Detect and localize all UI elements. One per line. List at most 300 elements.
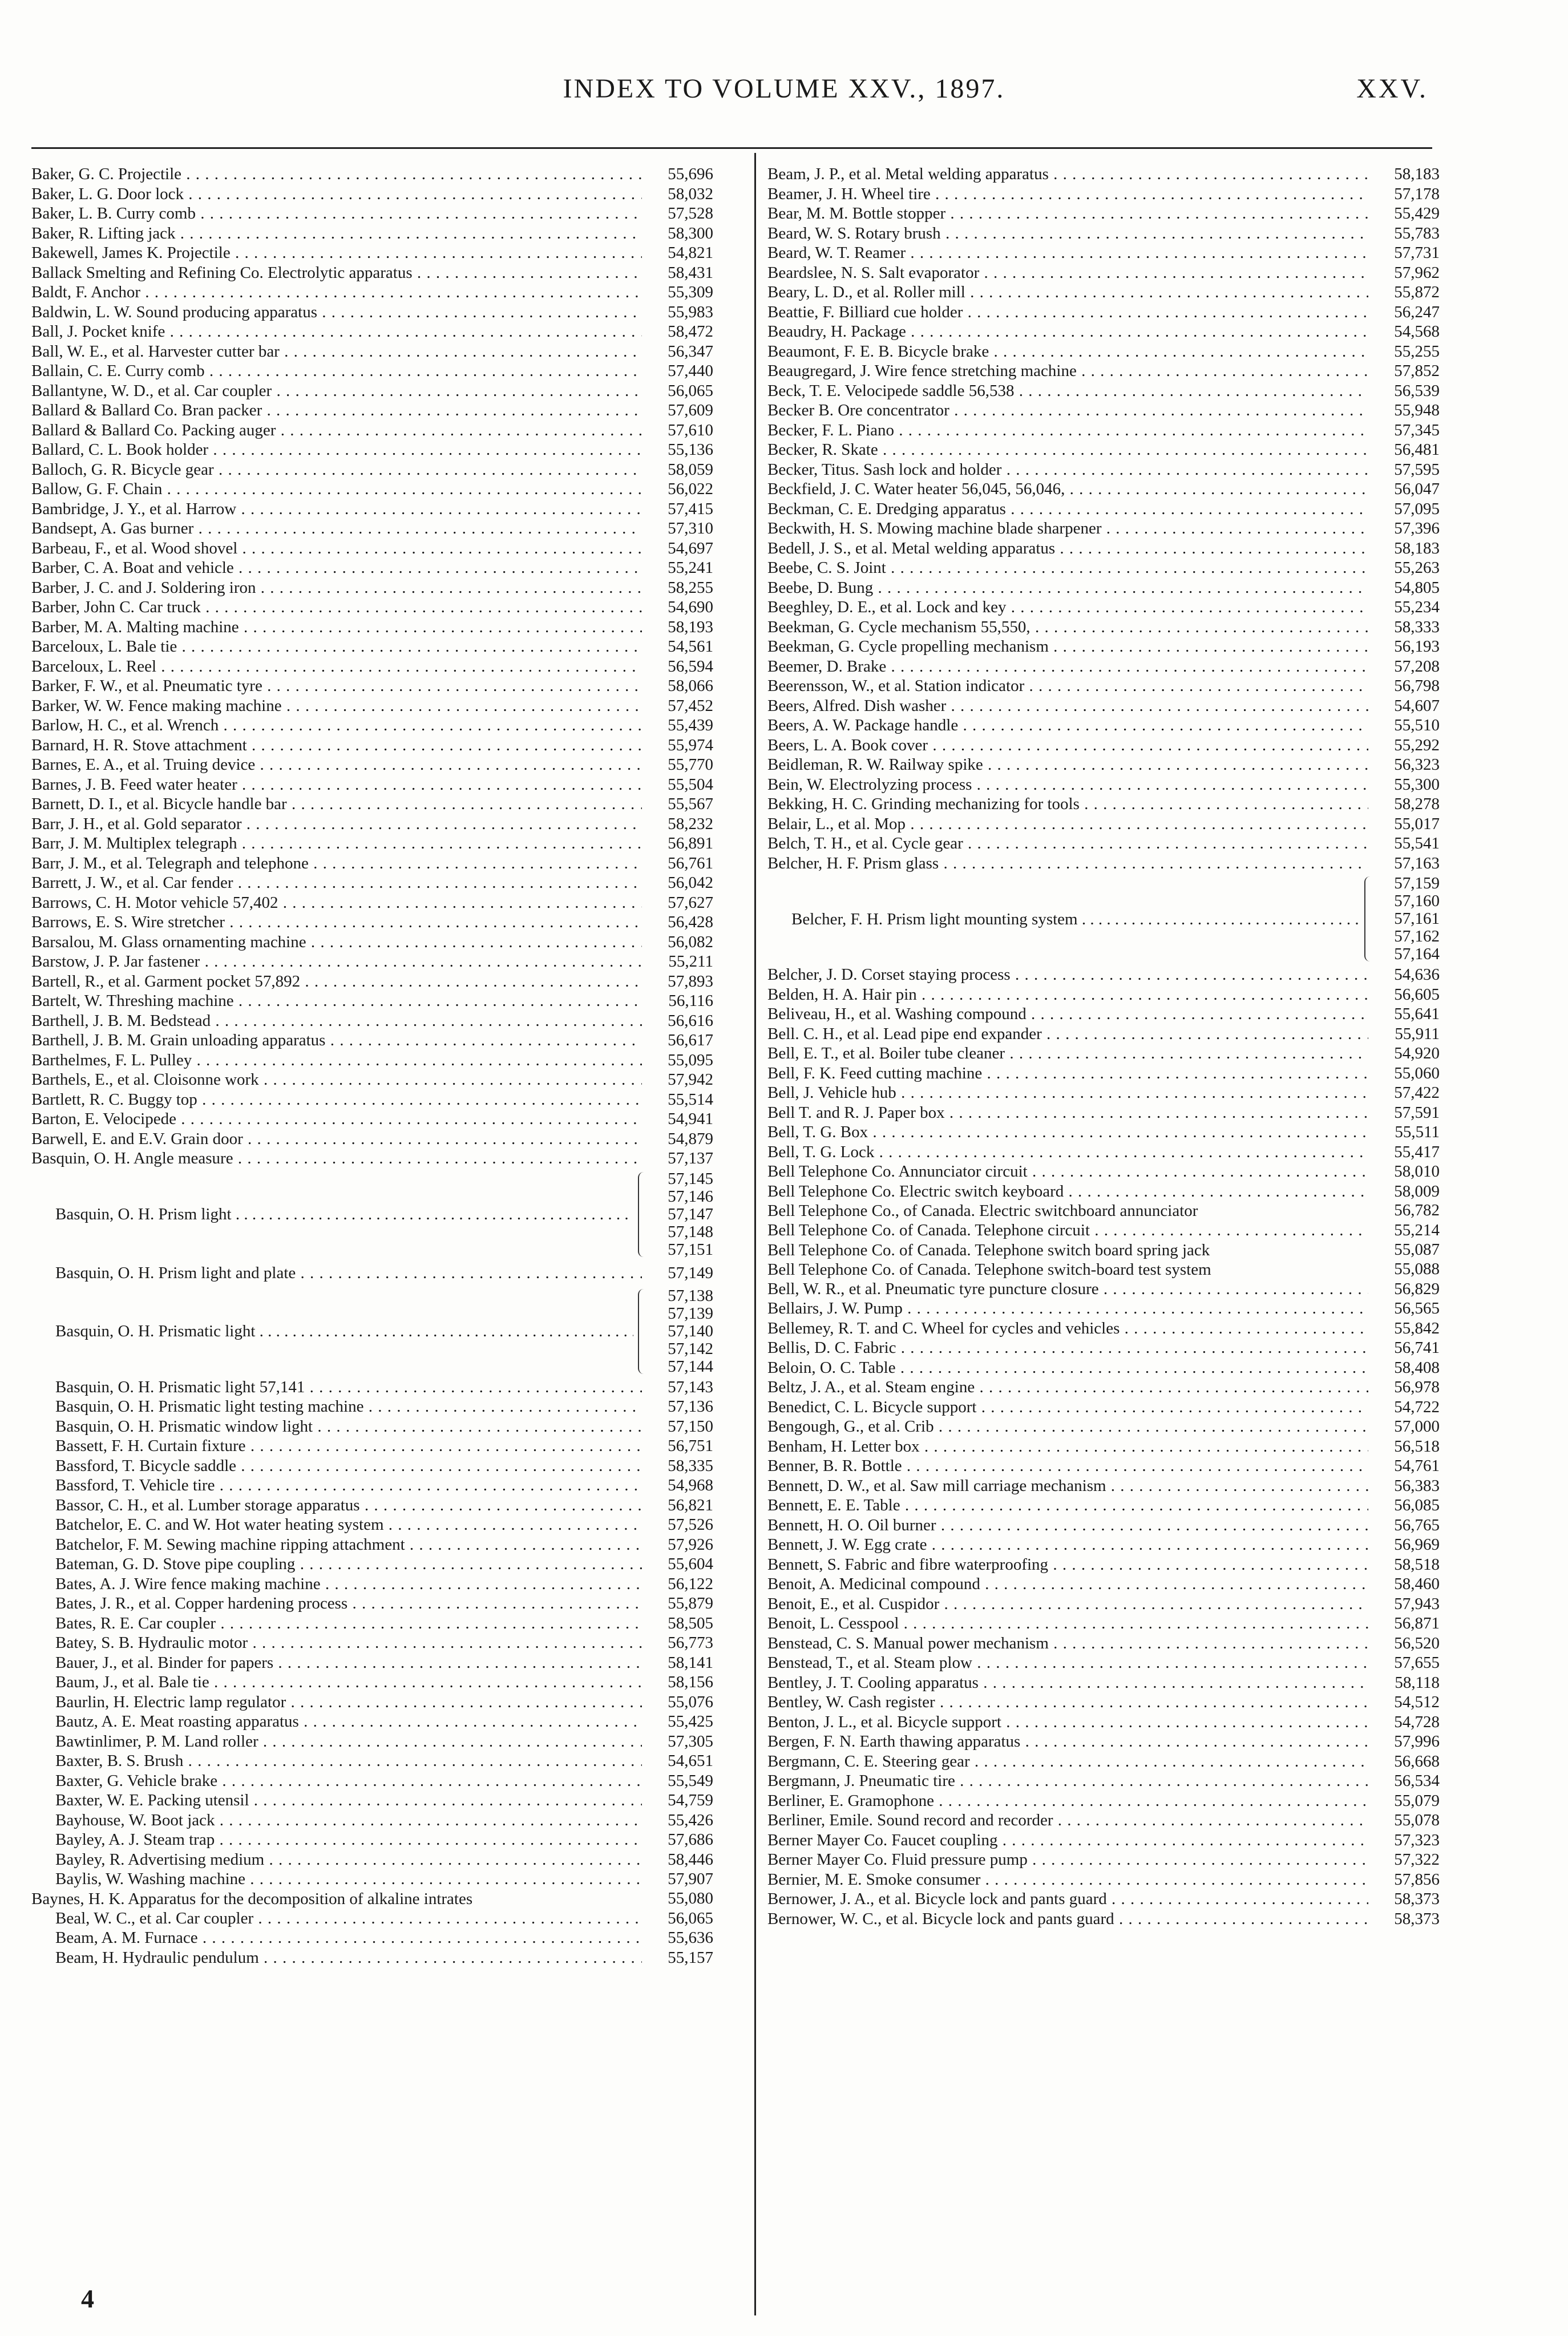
index-entry — [767, 1044, 1440, 1064]
entry-text: Basquin, O. H. Prismatic light testing machine . . . — [31, 1397, 642, 1417]
index-entry — [31, 1417, 713, 1437]
patent-number: 58,118 — [1368, 1673, 1440, 1693]
patent-number: 57,143 — [642, 1377, 713, 1397]
entry-text: Baker, L. B. Curry comb . . . — [31, 204, 642, 224]
entry-text: Belden, H. A. Hair pin . . . — [767, 985, 1368, 1005]
index-entry — [767, 794, 1440, 814]
index-entry — [767, 578, 1440, 598]
patent-number: 58,518 — [1368, 1555, 1440, 1575]
patent-number: 58,333 — [1368, 617, 1440, 637]
index-entry — [31, 1554, 713, 1574]
entry-text: Benstead, C. S. Manual power mechanism . . . — [767, 1634, 1368, 1654]
patent-number: 57,000 — [1368, 1417, 1440, 1437]
patent-number: 54,941 — [642, 1109, 713, 1129]
patent-number: 57,147 — [668, 1205, 713, 1223]
patent-number: 54,920 — [1368, 1044, 1440, 1064]
patent-number: 57,149 — [642, 1260, 713, 1286]
entry-text: Baldwin, L. W. Sound producing apparatus . . . — [31, 302, 642, 322]
entry-text: Bell. C. H., et al. Lead pipe end expander . . . — [767, 1024, 1368, 1044]
entry-text: Belch, T. H., et al. Cycle gear . . . — [767, 834, 1368, 854]
patent-number: 56,821 — [642, 1496, 713, 1515]
column-divider — [754, 153, 756, 2315]
entry-text: Beam, H. Hydraulic pendulum . . . — [31, 1948, 642, 1968]
patent-number: 56,539 — [1368, 381, 1440, 401]
patent-number: 58,335 — [642, 1456, 713, 1476]
patent-number: 57,150 — [642, 1417, 713, 1437]
patent-number: 55,514 — [642, 1090, 713, 1110]
patent-number: 54,728 — [1368, 1712, 1440, 1732]
entry-text: Belair, L., et al. Mop . . . — [767, 814, 1368, 834]
entry-text: Barnes, E. A., et al. Truing device . . . — [31, 755, 642, 775]
index-entry — [31, 1751, 713, 1771]
patent-number: 57,322 — [1368, 1850, 1440, 1870]
entry-text: Bergmann, J. Pneumatic tire . . . — [767, 1771, 1368, 1791]
index-entry — [31, 597, 713, 617]
index-entry — [767, 1535, 1440, 1555]
patent-number: 55,696 — [642, 164, 713, 184]
index-entry — [31, 1476, 713, 1496]
entry-text: Bein, W. Electrolyzing process . . . — [767, 775, 1368, 795]
entry-text: Beekman, G. Cycle mechanism 55,550, . . . — [767, 617, 1368, 637]
index-entry — [31, 1260, 713, 1286]
entry-text: Berner Mayer Co. Faucet coupling . . . — [767, 1830, 1368, 1850]
patent-number: 55,567 — [642, 794, 713, 814]
entry-text: Barrows, C. H. Motor vehicle 57,402 . . . — [31, 893, 642, 913]
entry-text: Beamer, J. H. Wheel tire . . . — [767, 184, 1368, 204]
patent-number: 58,193 — [642, 617, 713, 637]
entry-text: Baurlin, H. Electric lamp regulator . . . — [31, 1692, 642, 1712]
index-entry — [31, 637, 713, 657]
entry-text: Basquin, O. H. Prism light and plate . . . — [31, 1260, 642, 1286]
entry-text: Barker, W. W. Fence making machine . . . — [31, 696, 642, 716]
entry-text: Bernier, M. E. Smoke consumer . . . — [767, 1870, 1368, 1890]
patent-number: 56,782 — [1368, 1201, 1440, 1220]
entry-text: Benstead, T., et al. Steam plow . . . — [767, 1653, 1368, 1673]
index-entry — [767, 1299, 1440, 1319]
patent-number: 57,310 — [642, 519, 713, 539]
index-entry — [767, 854, 1440, 874]
index-entry — [31, 421, 713, 440]
index-entry — [767, 1162, 1440, 1182]
index-entry — [767, 1574, 1440, 1594]
index-entry — [31, 794, 713, 814]
entry-text: Bates, J. R., et al. Copper hardening process . . . — [31, 1594, 642, 1614]
entry-text: Bennett, E. E. Table . . . — [767, 1496, 1368, 1515]
patent-number: 57,440 — [642, 361, 713, 381]
patent-number: 55,234 — [1368, 597, 1440, 617]
index-entry — [767, 1515, 1440, 1535]
entry-text: Beardslee, N. S. Salt evaporator . . . — [767, 263, 1368, 283]
patent-number: 56,594 — [642, 657, 713, 677]
patent-number: 54,759 — [642, 1791, 713, 1810]
patent-number: 54,761 — [1368, 1456, 1440, 1476]
index-entry — [31, 539, 713, 559]
entry-text: Beebe, D. Bung . . . — [767, 578, 1368, 598]
patent-number: 55,292 — [1368, 735, 1440, 755]
patent-number: 56,668 — [1368, 1752, 1440, 1772]
index-entry — [31, 342, 713, 362]
entry-text: Benoit, E., et al. Cuspidor . . . — [767, 1594, 1368, 1614]
index-entry — [31, 735, 713, 755]
index-entry — [31, 716, 713, 735]
entry-text: Belcher, J. D. Corset staying process . . . — [767, 965, 1368, 985]
entry-text: Barnes, J. B. Feed water heater . . . — [31, 775, 642, 795]
patent-number: 56,085 — [1368, 1496, 1440, 1515]
patent-number: 55,549 — [642, 1771, 713, 1791]
index-entry — [31, 1810, 713, 1830]
patent-number: 54,805 — [1368, 578, 1440, 598]
entry-text: Bentley, W. Cash register . . . — [767, 1692, 1368, 1712]
index-entry — [767, 1064, 1440, 1084]
patent-number: 55,157 — [642, 1948, 713, 1968]
index-entry — [767, 460, 1440, 480]
patent-number: 58,066 — [642, 676, 713, 696]
index-entry — [767, 519, 1440, 539]
patent-number: 57,996 — [1368, 1732, 1440, 1752]
patent-number: 56,065 — [642, 381, 713, 401]
patent-number: 58,183 — [1368, 539, 1440, 559]
index-entry — [31, 1712, 713, 1732]
entry-text: Barceloux, L. Reel . . . — [31, 657, 642, 677]
entry-numbers — [645, 1287, 713, 1376]
entry-text: Balloch, G. R. Bicycle gear . . . — [31, 460, 642, 480]
entry-text: Barnard, H. R. Stove attachment . . . — [31, 735, 642, 755]
index-entry — [31, 657, 713, 677]
patent-number: 56,193 — [1368, 637, 1440, 657]
header-rule — [31, 147, 1432, 149]
patent-number: 54,879 — [642, 1129, 713, 1149]
entry-text: Beers, Alfred. Dish washer . . . — [767, 696, 1368, 716]
entry-text: Bell, J. Vehicle hub . . . — [767, 1083, 1368, 1103]
index-entry — [767, 1397, 1440, 1417]
patent-number: 55,983 — [642, 302, 713, 322]
entry-text: Bennett, D. W., et al. Saw mill carriage mechanism . . . — [767, 1476, 1368, 1496]
entry-text: Barthell, J. B. M. Bedstead . . . — [31, 1011, 642, 1031]
patent-number: 56,247 — [1368, 302, 1440, 322]
entry-text: Beard, W. S. Rotary brush . . . — [767, 224, 1368, 244]
entry-text: Baxter, G. Vehicle brake . . . — [31, 1771, 642, 1791]
index-entry-group — [31, 1286, 713, 1377]
index-entry — [31, 282, 713, 302]
patent-number: 57,526 — [642, 1515, 713, 1535]
entry-text: Barton, E. Velocipede . . . — [31, 1109, 642, 1129]
entry-text: Bell, F. K. Feed cutting machine . . . — [767, 1064, 1368, 1084]
index-entry — [31, 814, 713, 834]
patent-number: 54,561 — [642, 637, 713, 657]
index-entry — [31, 460, 713, 480]
patent-number: 57,686 — [642, 1830, 713, 1850]
patent-number: 57,305 — [642, 1732, 713, 1752]
index-entry — [767, 1377, 1440, 1397]
entry-text: Beckfield, J. C. Water heater 56,045, 56,046, . . . — [767, 479, 1368, 499]
patent-number: 56,978 — [1368, 1377, 1440, 1397]
index-entry — [31, 1692, 713, 1712]
entry-text: Bell, W. R., et al. Pneumatic tyre puncture closure . . . — [767, 1279, 1368, 1299]
index-entry — [31, 1515, 713, 1535]
entry-text: Barthell, J. B. M. Grain unloading apparatus . . . — [31, 1030, 642, 1050]
patent-number: 57,144 — [668, 1357, 713, 1376]
index-entry-group — [31, 1169, 713, 1260]
entry-text: Bawtinlimer, P. M. Land roller . . . — [31, 1732, 642, 1752]
index-entry — [31, 1653, 713, 1673]
index-entry — [31, 204, 713, 224]
patent-number: 57,609 — [642, 401, 713, 421]
index-entry — [767, 1279, 1440, 1299]
index-entry — [767, 1437, 1440, 1457]
patent-number: 56,741 — [1368, 1338, 1440, 1358]
index-entry — [767, 1004, 1440, 1024]
patent-number: 55,504 — [642, 775, 713, 795]
patent-number: 57,148 — [668, 1222, 713, 1241]
entry-text: Ballain, C. E. Curry comb . . . — [31, 361, 642, 381]
patent-number: 54,722 — [1368, 1397, 1440, 1417]
patent-number: 57,208 — [1368, 657, 1440, 677]
index-entry — [31, 1050, 713, 1070]
patent-number: 55,080 — [642, 1889, 713, 1908]
patent-number: 57,396 — [1368, 519, 1440, 539]
patent-number: 57,159 — [1394, 874, 1440, 892]
index-entry — [31, 1830, 713, 1850]
patent-number: 56,428 — [642, 912, 713, 932]
patent-number: 55,300 — [1368, 775, 1440, 795]
patent-number: 58,141 — [642, 1653, 713, 1673]
entry-text: Beard, W. T. Reamer . . . — [767, 243, 1368, 263]
patent-number: 57,655 — [1368, 1653, 1440, 1673]
patent-number: 56,520 — [1368, 1634, 1440, 1654]
patent-number: 56,323 — [1368, 755, 1440, 775]
index-entry — [31, 1070, 713, 1090]
right-column — [767, 164, 1440, 1929]
entry-text: Basquin, O. H. Angle measure . . . — [31, 1149, 642, 1169]
patent-number: 56,891 — [642, 834, 713, 854]
entry-text: Bentley, J. T. Cooling apparatus . . . — [767, 1673, 1368, 1693]
index-entry — [31, 1633, 713, 1653]
index-entry — [31, 1149, 713, 1169]
entry-text: Barber, M. A. Malting machine . . . — [31, 617, 642, 637]
entry-text: Batey, S. B. Hydraulic motor . . . — [31, 1633, 642, 1653]
index-entry — [767, 1142, 1440, 1162]
entry-text: Barber, C. A. Boat and vehicle . . . — [31, 558, 642, 578]
patent-number: 55,136 — [642, 440, 713, 460]
index-entry — [31, 401, 713, 421]
patent-number: 57,146 — [668, 1187, 713, 1206]
patent-number: 58,278 — [1368, 794, 1440, 814]
index-entry — [767, 479, 1440, 499]
entry-text: Baxter, B. S. Brush . . . — [31, 1751, 642, 1771]
index-entry — [767, 1024, 1440, 1044]
index-entry — [767, 775, 1440, 795]
entry-text: Beam, A. M. Furnace . . . — [31, 1928, 642, 1948]
entry-text: Barnett, D. I., et al. Bicycle handle bar . . . — [31, 794, 642, 814]
patent-number: 55,948 — [1368, 401, 1440, 421]
patent-number: 54,512 — [1368, 1692, 1440, 1712]
index-entry — [31, 893, 713, 913]
entry-text: Baker, G. C. Projectile . . . — [31, 164, 642, 184]
patent-number: 57,138 — [668, 1286, 713, 1305]
index-entry — [767, 1909, 1440, 1929]
patent-number: 57,151 — [668, 1240, 713, 1259]
index-entry — [767, 657, 1440, 677]
index-entry — [31, 479, 713, 499]
index-entry — [767, 1319, 1440, 1339]
entry-text: Bakewell, James K. Projectile . . . — [31, 243, 642, 263]
patent-number: 57,161 — [1394, 910, 1440, 928]
index-entry — [767, 1810, 1440, 1830]
index-entry — [31, 1377, 713, 1397]
entry-text: Basquin, O. H. Prismatic light . . . — [55, 1321, 633, 1341]
patent-number: 55,417 — [1368, 1142, 1440, 1162]
entry-text: Bayhouse, W. Boot jack . . . — [31, 1810, 642, 1830]
index-entry — [31, 302, 713, 322]
patent-number: 55,309 — [642, 282, 713, 302]
entry-text: Barthels, E., et al. Cloisonne work . . . — [31, 1070, 642, 1090]
index-entry — [31, 1496, 713, 1515]
patent-number: 56,065 — [642, 1909, 713, 1929]
index-entry — [31, 834, 713, 854]
index-entry — [31, 1574, 713, 1594]
entry-text: Bassford, T. Bicycle saddle . . . — [31, 1456, 642, 1476]
entry-text: Bassett, F. H. Curtain fixture . . . — [31, 1436, 642, 1456]
index-entry — [767, 1850, 1440, 1870]
entry-text: Basquin, O. H. Prism light . . . — [55, 1205, 633, 1224]
index-entry — [767, 184, 1440, 204]
patent-number: 55,429 — [1368, 204, 1440, 224]
patent-number: 56,347 — [642, 342, 713, 362]
index-entry — [31, 243, 713, 263]
patent-number: 57,422 — [1368, 1083, 1440, 1103]
patent-number: 55,641 — [1368, 1004, 1440, 1024]
entry-text: Bennett, S. Fabric and fibre waterproofing . . . — [767, 1555, 1368, 1575]
entry-text: Bambridge, J. Y., et al. Harrow . . . — [31, 499, 642, 519]
patent-number: 56,518 — [1368, 1437, 1440, 1457]
index-entry — [31, 912, 713, 932]
entry-text: Baylis, W. Washing machine . . . — [31, 1869, 642, 1889]
entry-text: Bandsept, A. Gas burner . . . — [31, 519, 642, 539]
patent-number: 58,472 — [642, 322, 713, 342]
entry-text: Bear, M. M. Bottle stopper . . . — [767, 204, 1368, 224]
patent-number: 55,511 — [1368, 1122, 1440, 1142]
index-entry — [31, 499, 713, 519]
patent-number: 57,162 — [1394, 927, 1440, 945]
index-entry — [767, 965, 1440, 985]
patent-number: 54,690 — [642, 597, 713, 617]
index-entry — [767, 1260, 1440, 1279]
entry-text: Baker, L. G. Door lock . . . — [31, 184, 642, 204]
entry-text: Bauer, J., et al. Binder for papers . . . — [31, 1653, 642, 1673]
index-entry — [767, 1220, 1440, 1240]
index-entry — [767, 716, 1440, 735]
entry-text: Belcher, H. F. Prism glass . . . — [767, 854, 1368, 874]
index-entry — [767, 1653, 1440, 1673]
index-entry — [767, 1338, 1440, 1358]
entry-text: Belcher, F. H. Prism light mounting system . . . — [791, 910, 1360, 929]
index-entry — [767, 1240, 1440, 1260]
entry-text: Becker, F. L. Piano . . . — [767, 421, 1368, 440]
index-entry — [31, 755, 713, 775]
patent-number: 56,765 — [1368, 1515, 1440, 1535]
patent-number: 55,872 — [1368, 282, 1440, 302]
entry-text: Bedell, J. S., et al. Metal welding apparatus . . . — [767, 539, 1368, 559]
patent-number: 58,232 — [642, 814, 713, 834]
entry-text: Bekking, H. C. Grinding mechanizing for tools . . . — [767, 794, 1368, 814]
patent-number: 56,565 — [1368, 1299, 1440, 1319]
index-entry — [31, 1909, 713, 1929]
patent-number: 56,829 — [1368, 1279, 1440, 1299]
patent-number: 55,541 — [1368, 834, 1440, 854]
index-entry — [31, 558, 713, 578]
entry-text: Berliner, E. Gramophone . . . — [767, 1791, 1368, 1811]
index-entry — [767, 342, 1440, 362]
entry-text: Batchelor, E. C. and W. Hot water heating system . . . — [31, 1515, 642, 1535]
entry-text: Barber, John C. Car truck . . . — [31, 597, 642, 617]
index-entry — [767, 1103, 1440, 1123]
entry-text: Barlow, H. C., et al. Wrench . . . — [31, 716, 642, 735]
entry-numbers — [1371, 875, 1440, 963]
entry-text: Ballantyne, W. D., et al. Car coupler . . . — [31, 381, 642, 401]
entry-text: Benner, B. R. Bottle . . . — [767, 1456, 1368, 1476]
index-entry — [767, 224, 1440, 244]
patent-number: 58,300 — [642, 224, 713, 244]
index-entry — [767, 755, 1440, 775]
patent-number: 56,047 — [1368, 479, 1440, 499]
patent-number: 55,636 — [642, 1928, 713, 1948]
patent-number: 58,183 — [1368, 164, 1440, 184]
entry-text: Beers, A. W. Package handle . . . — [767, 716, 1368, 735]
page-header — [0, 73, 1568, 107]
index-entry — [767, 401, 1440, 421]
patent-number: 57,415 — [642, 499, 713, 519]
patent-number: 58,010 — [1368, 1162, 1440, 1182]
entry-text: Beers, L. A. Book cover . . . — [767, 735, 1368, 755]
patent-number: 54,607 — [1368, 696, 1440, 716]
entry-text: Beaugregard, J. Wire fence stretching machine . . . — [767, 361, 1368, 381]
index-entry — [31, 361, 713, 381]
index-entry — [767, 421, 1440, 440]
entry-text: Barker, F. W., et al. Pneumatic tyre . . . — [31, 676, 642, 696]
entry-text: Barceloux, L. Bale tie . . . — [31, 637, 642, 657]
patent-number: 57,907 — [642, 1869, 713, 1889]
index-entry — [31, 873, 713, 893]
index-entry — [31, 1129, 713, 1149]
patent-number: 57,095 — [1368, 499, 1440, 519]
patent-number: 56,383 — [1368, 1476, 1440, 1496]
patent-number: 54,568 — [1368, 322, 1440, 342]
patent-number: 55,439 — [642, 716, 713, 735]
index-entry — [767, 1692, 1440, 1712]
entry-text: Becker, Titus. Sash lock and holder . . . — [767, 460, 1368, 480]
entry-text: Basquin, O. H. Prismatic window light . . . — [31, 1417, 642, 1437]
patent-number: 55,078 — [1368, 1810, 1440, 1830]
index-entry — [767, 735, 1440, 755]
entry-text: Barr, J. M., et al. Telegraph and telephone . . . — [31, 854, 642, 874]
index-entry — [31, 440, 713, 460]
index-entry — [31, 1791, 713, 1810]
entry-text: Bell Telephone Co. Electric switch keyboard . . . — [767, 1182, 1368, 1202]
entry-text: Beckwith, H. S. Mowing machine blade sharpener . . . — [767, 519, 1368, 539]
entry-text: Bernower, W. C., et al. Bicycle lock and pants guard . . . — [767, 1909, 1368, 1929]
entry-text: Ballard & Ballard Co. Bran packer . . . — [31, 401, 642, 421]
index-entry — [767, 1358, 1440, 1378]
entry-text: Ballard & Ballard Co. Packing auger . . . — [31, 421, 642, 440]
index-entry — [31, 1030, 713, 1050]
index-entry — [767, 1791, 1440, 1811]
patent-number: 56,082 — [642, 932, 713, 952]
entry-text: Bates, R. E. Car coupler . . . — [31, 1614, 642, 1634]
patent-number: 55,211 — [642, 952, 713, 972]
patent-number: 58,156 — [642, 1672, 713, 1692]
index-entry — [767, 1771, 1440, 1791]
entry-text: Beck, T. E. Velocipede saddle 56,538 . . . — [767, 381, 1368, 401]
